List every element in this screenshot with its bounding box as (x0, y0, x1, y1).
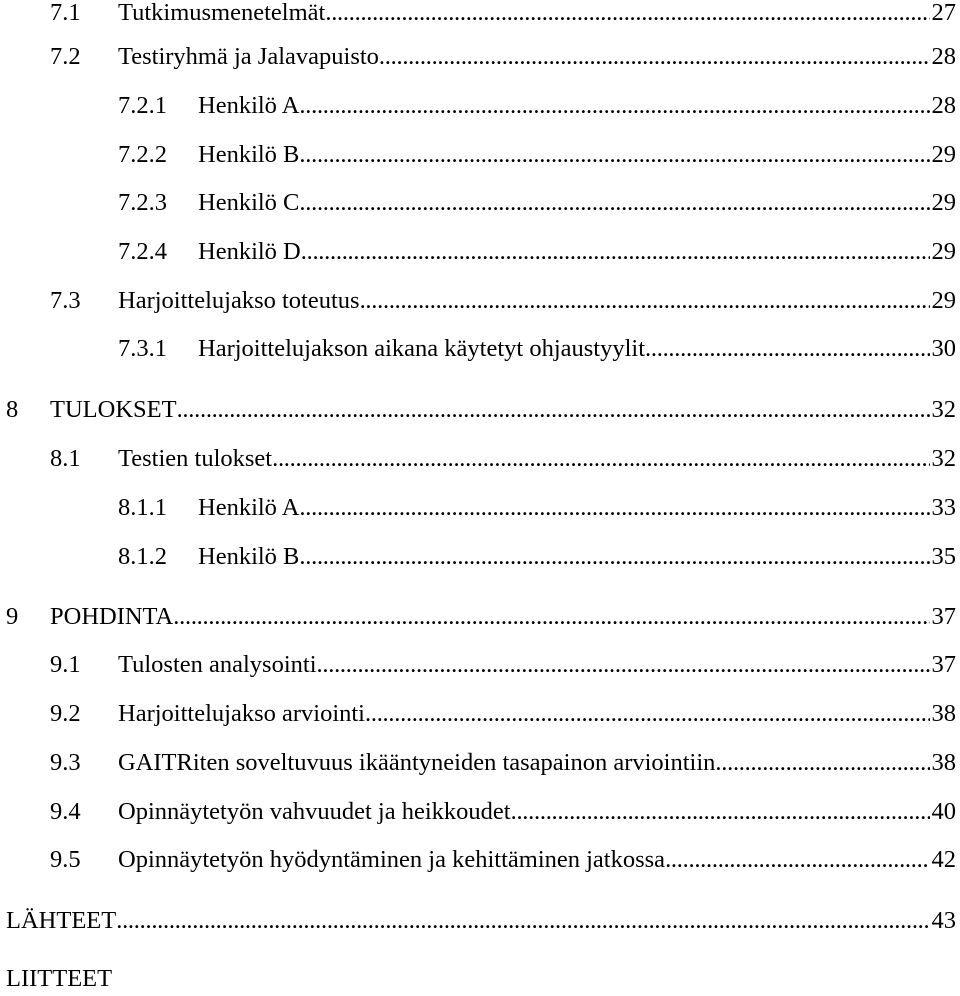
toc-entry-title: LÄHTEET (6, 907, 117, 934)
toc-entry-7-2[interactable] (0, 40, 956, 74)
toc-entry-number: 7.2.3 (118, 189, 167, 216)
toc-entry-7-2-1[interactable] (0, 89, 956, 123)
toc-entry-8-1-2[interactable] (0, 540, 956, 574)
toc-entry-number: 9 (6, 603, 19, 630)
toc-entry-title: Opinnäytetyön hyödyntäminen ja kehittäminen jatkossa (118, 846, 666, 873)
toc-entry-9-1[interactable] (0, 648, 956, 682)
toc-entry-title: Opinnäytetyön vahvuudet ja heikkoudet (118, 798, 511, 825)
toc-entry-number: 8 (6, 396, 19, 423)
toc-entry-body (198, 332, 956, 366)
toc-entry-page: 38 (931, 700, 956, 727)
toc-entry-body (198, 186, 956, 220)
toc-entry-number: 7.2.2 (118, 141, 167, 168)
toc-entry-page: 29 (931, 189, 956, 216)
toc-entry-number: 7.2.4 (118, 238, 167, 265)
toc-entry-8[interactable] (0, 393, 956, 427)
toc-entry-number: 7.3 (50, 287, 81, 314)
toc-entry-number: 8.1.2 (118, 543, 167, 570)
toc-entry-number: 9.4 (50, 798, 81, 825)
toc-entry-9-4[interactable] (0, 795, 956, 829)
toc-entry-7-2-2[interactable] (0, 138, 956, 172)
toc-entry-body (50, 393, 956, 427)
toc-entry-number: 8.1.1 (118, 494, 167, 521)
toc-entry-7-2-3[interactable] (0, 186, 956, 220)
dot-leader (299, 491, 929, 525)
toc-entry-page: 37 (931, 651, 956, 678)
toc-entry-7-2-4[interactable] (0, 235, 956, 269)
toc-entry-page: 28 (931, 43, 956, 70)
toc-entry-page: 43 (931, 907, 956, 934)
toc-entry-9-3[interactable] (0, 746, 956, 780)
toc-entry-title: Henkilö D (198, 238, 301, 265)
toc-entry-title: TULOKSET (50, 396, 177, 423)
toc-entry-7-1[interactable] (0, 0, 956, 30)
toc-entry-9-5[interactable] (0, 843, 956, 877)
toc-entry-body (50, 600, 956, 634)
toc-entry-title: GAITRiten soveltuvuus ikääntyneiden tasapainon arviointiin (118, 749, 716, 776)
toc-entry-title: Testien tulokset (118, 445, 273, 472)
toc-entry-7-3[interactable] (0, 284, 956, 318)
toc-entry-number: 8.1 (50, 445, 81, 472)
dot-leader (177, 393, 930, 427)
toc-entry-title: Henkilö C (198, 189, 300, 216)
toc-entry-number: 9.1 (50, 651, 81, 678)
toc-entry-title: Harjoittelujakso toteutus (118, 287, 360, 314)
toc-entry-body (118, 442, 956, 476)
toc-entry-body (118, 843, 956, 877)
toc-entry-page: 35 (931, 543, 956, 570)
toc-entry-title: Tutkimusmenetelmät (118, 0, 326, 26)
toc-entry-title: LIITTEET (6, 965, 113, 992)
toc-entry-title: Henkilö B (198, 141, 300, 168)
toc-entry-8-1-1[interactable] (0, 491, 956, 525)
dot-leader (299, 540, 929, 574)
toc-entry-number: 7.1 (50, 0, 81, 26)
toc-entry-body (198, 89, 956, 123)
toc-entry-body (118, 40, 956, 74)
dot-leader (173, 600, 929, 634)
toc-entry-title: Harjoittelujakson aikana käytetyt ohjaustyylit (198, 335, 646, 362)
dot-leader (317, 648, 930, 682)
toc-entry-number: 7.3.1 (118, 335, 167, 362)
toc-entry-page: 37 (931, 603, 956, 630)
toc-entry-7-3-1[interactable] (0, 332, 956, 366)
dot-leader (645, 332, 929, 366)
toc-entry-title: Henkilö B (198, 543, 300, 570)
dot-leader (299, 138, 929, 172)
toc-entry-title: POHDINTA (50, 603, 174, 630)
toc-entry-number: 7.2.1 (118, 92, 167, 119)
toc-entry-9-2[interactable] (0, 697, 956, 731)
toc-entry-page: 29 (931, 287, 956, 314)
toc-entry-page: 27 (931, 0, 956, 26)
toc-entry-body (198, 540, 956, 574)
toc-entry-title: Tulosten analysointi (118, 651, 317, 678)
toc-entry-number: 9.3 (50, 749, 81, 776)
toc-entry-body (118, 795, 956, 829)
toc-entry-8-1[interactable] (0, 442, 956, 476)
dot-leader (325, 0, 929, 30)
toc-entry-page: 32 (931, 396, 956, 423)
toc-entry-body (198, 138, 956, 172)
toc-entry-body (118, 284, 956, 318)
dot-leader (116, 904, 929, 938)
dot-leader (365, 697, 930, 731)
dot-leader (379, 40, 930, 74)
toc-entry-page: 29 (931, 238, 956, 265)
toc-entry-9[interactable] (0, 600, 956, 634)
toc-entry-title: Henkilö A (198, 92, 300, 119)
toc-entry-body (198, 235, 956, 269)
dot-leader (360, 284, 930, 318)
toc-entry-page: 32 (931, 445, 956, 472)
toc-entry-page: 30 (931, 335, 956, 362)
toc-entry-page: 40 (931, 798, 956, 825)
toc-entry-number: 7.2 (50, 43, 81, 70)
toc-entry-title: Henkilö A (198, 494, 300, 521)
toc-entry-page: 38 (931, 749, 956, 776)
toc-entry-page: 29 (931, 141, 956, 168)
toc-entry-body (118, 746, 956, 780)
dot-leader (715, 746, 929, 780)
dot-leader (511, 795, 930, 829)
dot-leader (301, 235, 930, 269)
toc-entry-title: Testiryhmä ja Jalavapuisto (118, 43, 379, 70)
toc-entry-number: 9.2 (50, 700, 81, 727)
toc-entry-body (6, 904, 956, 938)
toc-entry-body (118, 648, 956, 682)
dot-leader (665, 843, 929, 877)
toc-entry-page: 42 (931, 846, 956, 873)
dot-leader (299, 186, 929, 220)
toc-entry-title: Harjoittelujakso arviointi (118, 700, 365, 727)
toc-entry-body (118, 697, 956, 731)
toc-entry-lahteet[interactable] (0, 904, 956, 938)
toc-entry-page: 28 (931, 92, 956, 119)
dot-leader (272, 442, 929, 476)
toc-entry-number: 9.5 (50, 846, 81, 873)
toc-entry-body (198, 491, 956, 525)
toc-entry-body (118, 0, 956, 30)
toc-entry-page: 33 (931, 494, 956, 521)
dot-leader (299, 89, 929, 123)
